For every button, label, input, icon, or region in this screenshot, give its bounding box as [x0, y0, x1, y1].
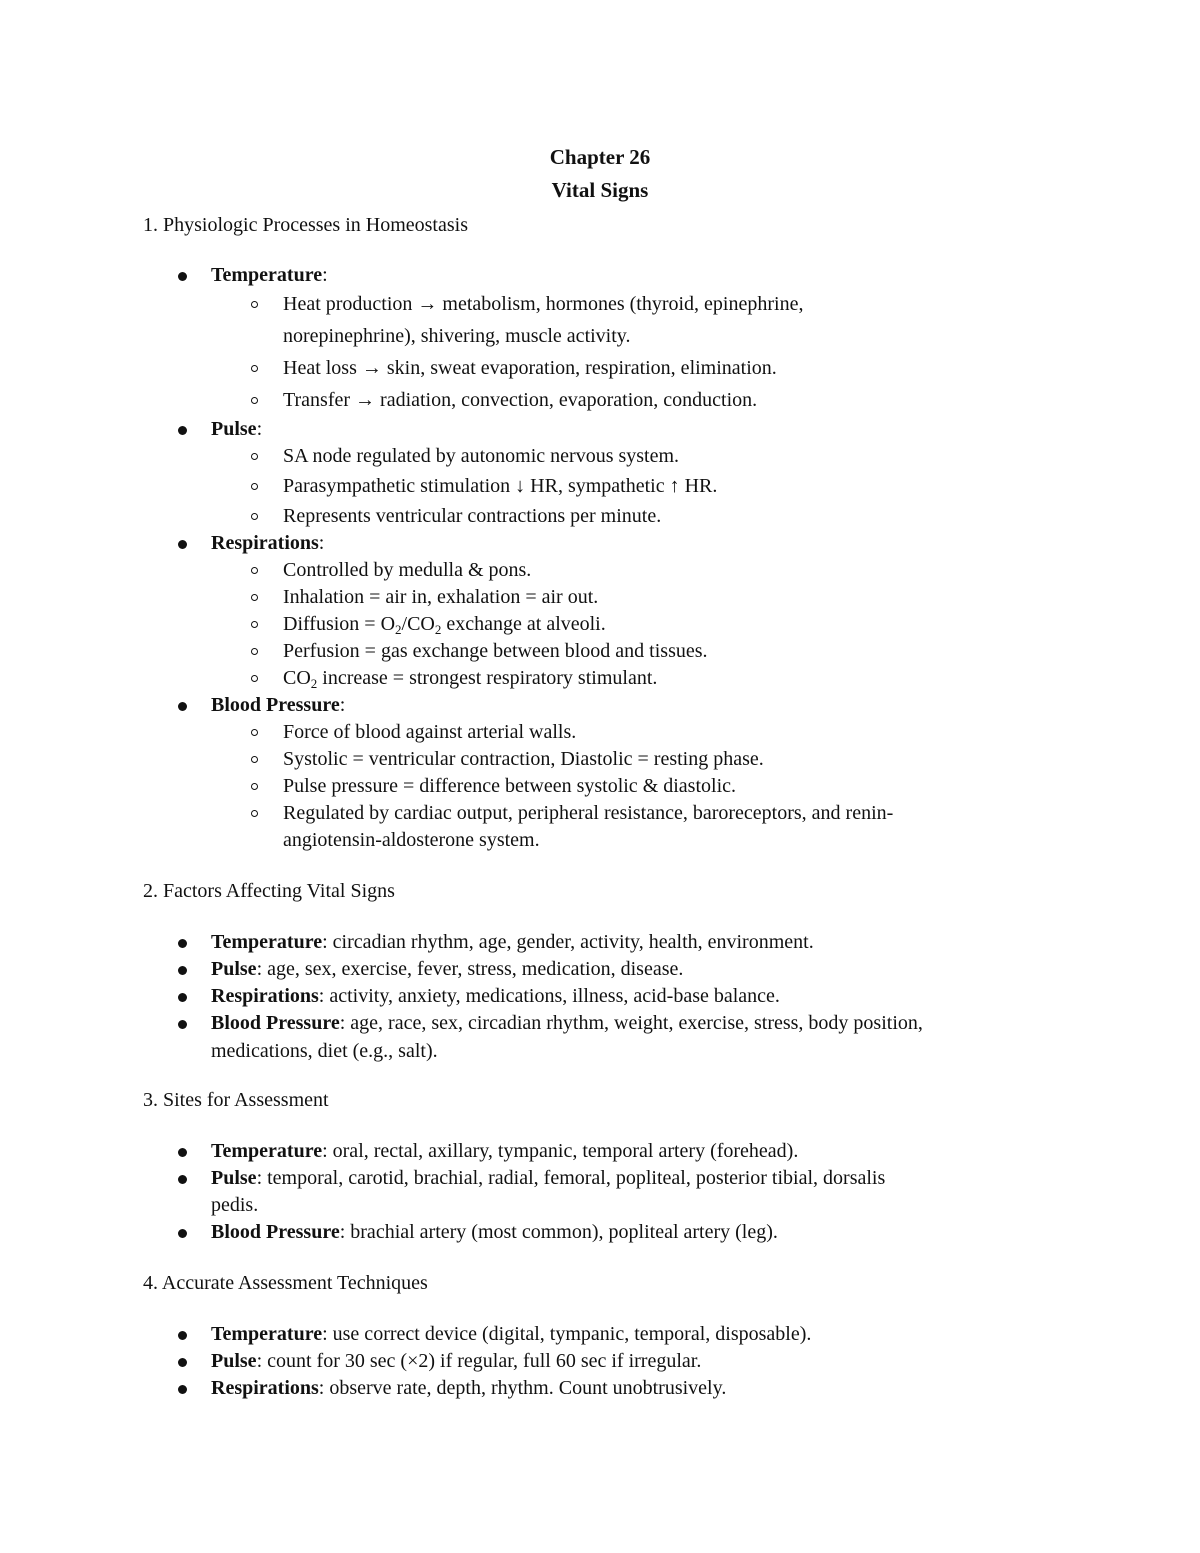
section-1-heading: 1. Physiologic Processes in Homeostasis: [143, 214, 468, 236]
section-2-list: [0, 929, 1200, 1065]
bullet-icon: [178, 540, 187, 549]
bullet-icon: [178, 1229, 187, 1238]
bullet-pulse: [0, 416, 1071, 443]
section-1-blood-pressure: [0, 692, 1200, 854]
document-title: Vital Signs: [551, 178, 649, 202]
sub-item-text: Inhalation = air in, exhalation = air out.: [283, 586, 599, 608]
subscript: 2: [310, 676, 318, 691]
bullet-blood-pressure: [0, 692, 1071, 719]
bullet-text: : age, race, sex, circadian rhythm, weight, exercise, stress, body position,: [339, 1012, 923, 1034]
sub-item-text: Heat production → metabolism, hormones (thyroid, epinephrine,: [283, 293, 804, 315]
circle-bullet-icon: [251, 483, 258, 490]
sub-item-text: exchange at alveoli.: [441, 613, 606, 635]
circle-bullet-icon: [251, 783, 258, 790]
bullet-text: : activity, anxiety, medications, illness, acid-base balance.: [318, 985, 780, 1007]
bullet-pulse: [0, 956, 1071, 983]
circle-bullet-icon: [251, 513, 258, 520]
sub-item: [0, 387, 1023, 414]
bullet-label: Blood Pressure: [211, 694, 340, 716]
bullet-text: : count for 30 sec (×2) if regular, full 60 sec if irregular.: [256, 1350, 702, 1372]
colon: :: [322, 264, 328, 286]
bullet-blood-pressure: [0, 1219, 1071, 1246]
sub-item-text: norepinephrine), shivering, muscle activity.: [283, 325, 631, 347]
circle-bullet-icon: [251, 675, 258, 682]
bullet-text: : oral, rectal, axillary, tympanic, temporal artery (forehead).: [322, 1140, 799, 1162]
bullet-temperature: [0, 1138, 1071, 1165]
circle-bullet-icon: [251, 397, 258, 404]
bullet-respirations: [0, 983, 1071, 1010]
circle-bullet-icon: [251, 594, 258, 601]
bullet-icon: [178, 966, 187, 975]
sub-item-text: Regulated by cardiac output, peripheral resistance, baroreceptors, and renin-: [283, 802, 894, 824]
sub-item-text: increase = strongest respiratory stimulant.: [317, 667, 658, 689]
sub-item-text: Transfer → radiation, convection, evaporation, conduction.: [283, 389, 758, 411]
sub-item-text: Parasympathetic stimulation ↓ HR, sympathetic ↑ HR.: [283, 475, 718, 497]
bullet-label: Pulse: [211, 1167, 257, 1189]
bullet-label: Temperature: [211, 1140, 323, 1162]
bullet-label: Temperature: [211, 1323, 323, 1345]
sub-item: [0, 665, 1023, 692]
colon: :: [318, 532, 325, 554]
bullet-icon: [178, 1148, 187, 1157]
bullet-text: : age, sex, exercise, fever, stress, medication, disease.: [256, 958, 684, 980]
bullet-icon: [178, 272, 187, 281]
circle-bullet-icon: [251, 365, 258, 372]
sub-item-text: Heat loss → skin, sweat evaporation, respiration, elimination.: [283, 357, 777, 379]
bullet-icon: [178, 1331, 187, 1340]
bullet-icon: [178, 939, 187, 948]
section-4-list: [0, 1321, 1200, 1402]
bullet-respirations: [0, 530, 1071, 557]
sub-item-text: Force of blood against arterial walls.: [283, 721, 577, 743]
sub-item-text: Pulse pressure = difference between systolic & diastolic.: [283, 775, 737, 797]
bullet-icon: [178, 702, 187, 711]
section-3-heading: 3. Sites for Assessment: [143, 1089, 329, 1111]
bullet-continuation: [0, 1038, 1071, 1065]
sub-item: [0, 800, 1023, 827]
circle-bullet-icon: [251, 756, 258, 763]
bullet-temperature: [0, 929, 1071, 956]
sub-item: [0, 355, 1023, 382]
bullet-temperature: [0, 262, 1071, 289]
sub-item-text: Represents ventricular contractions per minute.: [283, 505, 662, 527]
sub-item-text: Systolic = ventricular contraction, Diastolic = resting phase.: [283, 748, 764, 770]
sub-item: [0, 773, 1023, 800]
bullet-label: Blood Pressure: [211, 1012, 340, 1034]
bullet-label: Respirations: [211, 1377, 319, 1399]
bullet-icon: [178, 426, 187, 435]
sub-item: [0, 443, 1023, 470]
sub-item: [0, 557, 1023, 584]
circle-bullet-icon: [251, 648, 258, 655]
sub-item: [0, 719, 1023, 746]
bullet-text: pedis.: [211, 1194, 259, 1216]
sub-item-text: SA node regulated by autonomic nervous system.: [283, 445, 680, 467]
section-2-heading: 2. Factors Affecting Vital Signs: [143, 880, 395, 902]
sub-item: [0, 611, 1023, 638]
section-4-heading: 4. Accurate Assessment Techniques: [143, 1272, 428, 1294]
bullet-text: : use correct device (digital, tympanic, temporal, disposable).: [322, 1323, 812, 1345]
sub-item: [0, 473, 1023, 500]
circle-bullet-icon: [251, 301, 258, 308]
bullet-icon: [178, 993, 187, 1002]
bullet-label: Temperature: [211, 931, 323, 953]
bullet-text: medications, diet (e.g., salt).: [211, 1040, 438, 1062]
bullet-continuation: [0, 1192, 1071, 1219]
bullet-pulse: [0, 1165, 1071, 1192]
bullet-temperature: [0, 1321, 1071, 1348]
sub-item-text: Diffusion = O: [283, 613, 396, 635]
bullet-text: : brachial artery (most common), popliteal artery (leg).: [339, 1221, 778, 1243]
sub-item-text: Controlled by medulla & pons.: [283, 559, 532, 581]
bullet-label: Temperature: [211, 264, 323, 286]
sub-item-text: CO: [283, 667, 311, 689]
circle-bullet-icon: [251, 567, 258, 574]
sub-item-text: /CO: [401, 613, 435, 635]
sub-item-text: angiotensin-aldosterone system.: [283, 829, 540, 851]
bullet-icon: [178, 1358, 187, 1367]
section-1-respirations: [0, 530, 1200, 692]
bullet-respirations: [0, 1375, 1071, 1402]
subscript: 2: [395, 622, 402, 637]
circle-bullet-icon: [251, 453, 258, 460]
circle-bullet-icon: [251, 729, 258, 736]
bullet-label: Blood Pressure: [211, 1221, 340, 1243]
colon: :: [339, 694, 346, 716]
chapter-heading: Chapter 26: [549, 145, 651, 169]
bullet-label: Respirations: [211, 532, 319, 554]
bullet-icon: [178, 1175, 187, 1184]
section-1-list: [0, 262, 1200, 414]
bullet-label: Respirations: [211, 985, 319, 1007]
sub-item-text: Perfusion = gas exchange between blood and tissues.: [283, 640, 708, 662]
subscript: 2: [434, 622, 442, 637]
sub-item: [0, 584, 1023, 611]
section-3-list: [0, 1138, 1200, 1246]
bullet-icon: [178, 1020, 187, 1029]
bullet-label: Pulse: [211, 958, 257, 980]
bullet-icon: [178, 1385, 187, 1394]
sub-item: [0, 291, 1023, 318]
bullet-text: : temporal, carotid, brachial, radial, femoral, popliteal, posterior tibial, dorsalis: [256, 1167, 886, 1189]
sub-item: [0, 746, 1023, 773]
bullet-blood-pressure: [0, 1010, 1071, 1037]
bullet-text: : circadian rhythm, age, gender, activity, health, environment.: [322, 931, 814, 953]
sub-item-continuation: [0, 323, 1023, 350]
colon: :: [256, 418, 263, 440]
sub-item: [0, 638, 1023, 665]
bullet-label: Pulse: [211, 1350, 257, 1372]
sub-item: [0, 503, 1023, 530]
sub-item-continuation: [0, 827, 1023, 854]
circle-bullet-icon: [251, 621, 258, 628]
bullet-text: : observe rate, depth, rhythm. Count unobtrusively.: [318, 1377, 727, 1399]
bullet-label: Pulse: [211, 418, 257, 440]
bullet-pulse: [0, 1348, 1071, 1375]
section-1-pulse: [0, 416, 1200, 530]
circle-bullet-icon: [251, 810, 258, 817]
